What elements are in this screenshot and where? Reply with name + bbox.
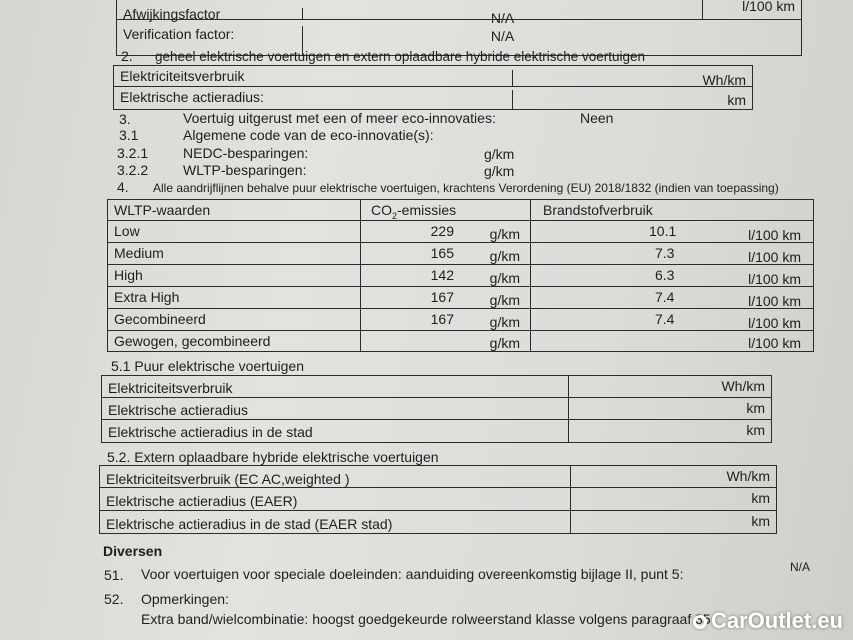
logo-icon [693,615,707,629]
row-unit: km [570,488,776,510]
item-text: NEDC-besparingen: [183,145,309,161]
section-title: Alle aandrijflijnen behalve puur elektrische voertuigen, krachtens Verordening (EU) 2018/1832 (indien van toepassing) [153,181,779,195]
column-header: $CO_2$-emissies [360,200,530,220]
row-label: Elektrische actieradius: [120,89,264,105]
co2-value: 229 [430,223,454,239]
row-label: Low [114,223,140,239]
item-unit: g/km [484,146,515,162]
row-value: N/A [302,8,702,19]
row-unit: Wh/km [512,70,752,86]
table-row [102,376,771,398]
fuel-unit: l/100 km [748,293,801,309]
table-row [102,398,771,420]
table-row [114,87,752,109]
row-label: Gecombineerd [114,311,206,327]
row-label: Elektrische actieradius (EAER) [106,493,298,509]
row-label: Afwijkingsfactor [123,6,221,22]
section-number: 4. [117,179,129,195]
co2-unit: g/km [489,314,520,330]
row-unit: Wh/km [570,466,776,487]
row-unit: Wh/km [568,376,771,397]
fuel-value: 7.4 [655,289,675,305]
section-title: 5.1 Puur elektrische voertuigen [111,358,304,374]
co2-unit: g/km [489,270,520,286]
row-label: Elektriciteitsverbruik [108,380,233,396]
co2-value: 165 [430,245,454,261]
fuel-unit: l/100 km [748,249,801,265]
section2-table [113,65,753,110]
fuel-unit: l/100 km [748,271,801,287]
fuel-unit: l/100 km [748,335,801,351]
item-text: Voertuig uitgerust met een of meer eco-innovaties: [183,110,496,126]
section-title: geheel elektrische voertuigen en extern oplaadbare hybride elektrische voertuigen [155,49,646,64]
column-header: Brandstofverbruik [530,200,813,220]
wltp-table [107,199,814,352]
table-row [102,420,771,442]
item-number: 52. [104,591,124,607]
item-unit: g/km [484,163,515,179]
item-value: N/A [790,560,811,574]
table-row [100,511,776,533]
fuel-value: 7.3 [655,245,675,261]
row-label: Gewogen, gecombineerd [114,333,271,349]
column-header: WLTP-waarden [114,202,211,218]
item-number: 51. [104,567,124,583]
row-label: Elektrische actieradius in de stad [108,424,313,440]
co2-value: 167 [430,289,454,305]
fuel-value: 6.3 [655,267,675,283]
table-row [108,221,813,243]
row-label: High [114,267,143,283]
row-unit: km [512,90,752,109]
table-row [108,243,813,265]
row-label: Verification factor: [123,26,235,42]
item-number: 3.2.2 [117,162,149,178]
top-table [116,0,802,56]
section51-table [101,375,772,443]
row-label: Elektrische actieradius [108,402,249,418]
item-text: WLTP-besparingen: [183,162,307,178]
table-row [108,287,813,309]
co2-value: 167 [430,311,454,327]
section-number: 2. [121,48,133,64]
row-label: Elektriciteitsverbruik (EC AC,weighted ) [106,471,350,487]
section-title: 5.2. Extern oplaadbare hybride elektrische voertuigen [107,449,439,465]
table-row [117,0,801,26]
item-text: Voor voertuigen voor speciale doeleinden: aanduiding overeenkomstig bijlage II, punt 5: [141,566,684,582]
item-text: Extra band/wielcombinatie: hoogst goedgekeurde rolweerstand klasse volgens paragraaf 35 [141,611,711,627]
fuel-unit: l/100 km [748,227,801,243]
item-number: 3.2.1 [117,145,149,161]
item-value: Neen [580,110,614,126]
fuel-value: 7.4 [655,311,675,327]
co2-unit: g/km [489,335,520,351]
co2-unit: g/km [489,292,520,308]
table-row [100,466,776,488]
section-heading: Diversen [103,543,163,559]
row-unit: km [570,511,776,533]
item-text: Opmerkingen: [141,591,229,607]
table-row [108,331,813,351]
row-label: Extra High [114,289,180,305]
row-label: Medium [114,245,164,261]
row-unit: km [568,398,771,419]
item-number: 3.1 [119,127,139,143]
watermark-logo: CarOutlet.eu [693,608,843,634]
table-row [108,309,813,331]
table-row [114,66,752,87]
fuel-unit: l/100 km [748,315,801,331]
row-label: Elektriciteitsverbruik [120,68,245,84]
table-row [108,265,813,287]
item-text: Algemene code van de eco-innovatie(s): [183,127,434,143]
co2-value: 142 [430,267,454,283]
table-row [100,488,776,511]
co2-unit: g/km [489,226,520,242]
row-label: Elektrische actieradius in de stad (EAER stad) [106,516,393,532]
section52-table [99,465,777,534]
fuel-value: 10.1 [649,223,677,239]
row-unit: l/100 km [702,0,801,19]
co2-unit: g/km [489,248,520,264]
row-value: N/A [302,26,702,56]
table-header-row [108,200,813,221]
row-unit: km [568,420,771,442]
item-number: 3. [119,111,131,127]
